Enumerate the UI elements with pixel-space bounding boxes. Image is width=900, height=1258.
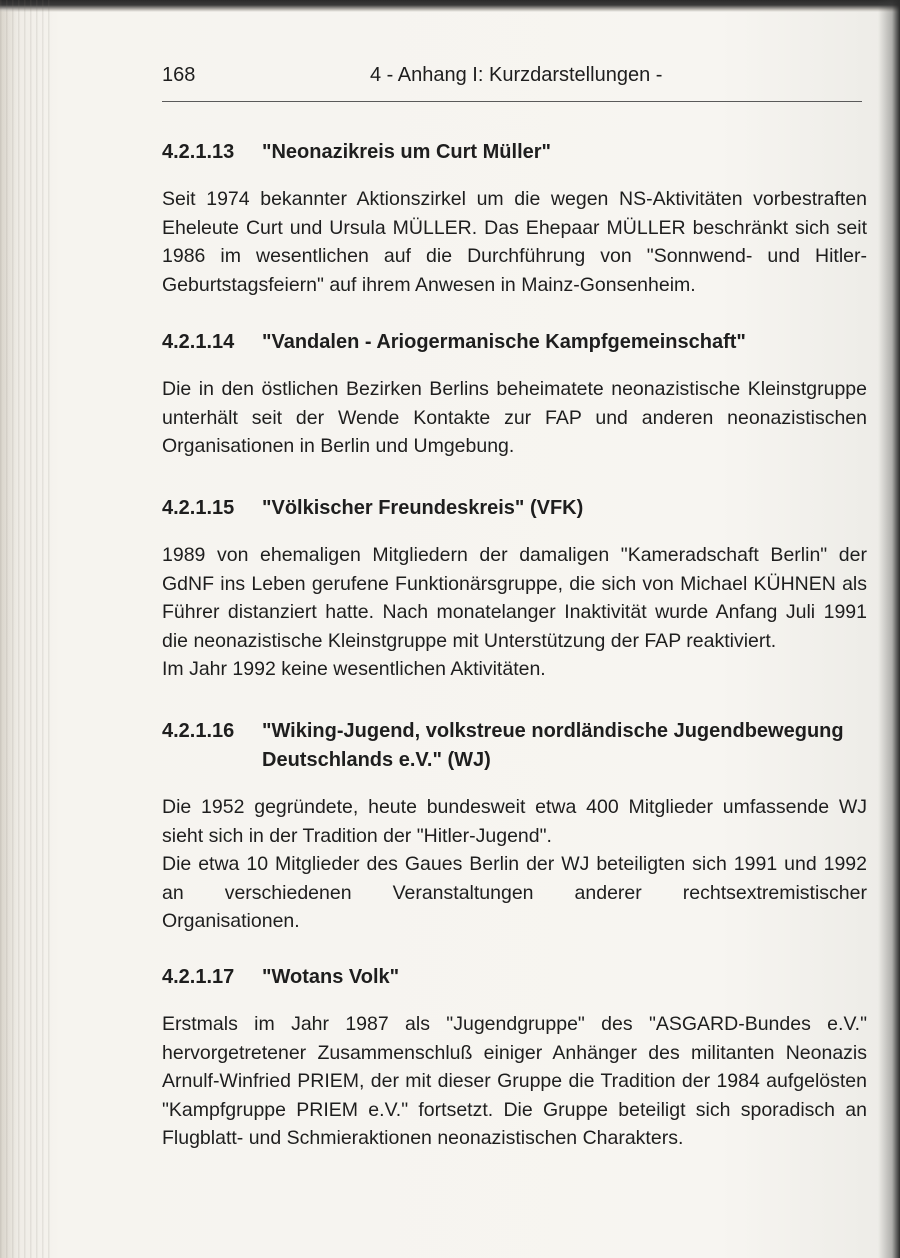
page-right-shadow [878, 0, 900, 1258]
section-paragraph: Seit 1974 bekannter Aktionszirkel um die wegen NS-Aktivitäten vorbestraften Eheleute Curt und Ursula MÜLLER. Das Ehepaar MÜLLER beschränkt sich seit 1986 im wesentlichen auf die Durchführung von "Sonnwend- und Hitler-Geburtstagsfeiern" auf ihrem Anwesen in Mainz-Gonsenheim. [162, 188, 867, 296]
section-heading [162, 494, 867, 523]
section-paragraph: Erstmals im Jahr 1987 als "Jugendgruppe" des "ASGARD-Bundes e.V." hervorgetretener Zusammenschluß einiger Anhänger des militanten Neonazis Arnulf-Winfried PRIEM, der mit dieser Gruppe die Tradition der 1984 aufgelösten "Kampfgruppe PRIEM e.V." fortsetzt. Die Gruppe beteiligt sich sporadisch an Flugblatt- und Schmieraktionen neonazistischen Charakters. [162, 1013, 867, 1149]
section-paragraph: Die in den östlichen Bezirken Berlins beheimatete neonazistische Kleinstgruppe unterhält seit der Wende Kontakte zur FAP und anderen neonazistischen Organisationen in Berlin und Umgebung. [162, 378, 867, 457]
section-heading [162, 963, 867, 992]
page-top-shadow [0, 0, 900, 12]
section-heading [162, 717, 867, 775]
section-paragraph: Im Jahr 1992 keine wesentlichen Aktivitäten. [162, 658, 546, 680]
running-title: 4 - Anhang I: Kurzdarstellungen - [370, 64, 663, 86]
section-number: 4.2.1.17 [162, 966, 235, 988]
section-title: "Vandalen - Ariogermanische Kampfgemeinschaft" [262, 331, 746, 353]
section-paragraph: 1989 von ehemaligen Mitgliedern der damaligen "Kameradschaft Berlin" der GdNF ins Leben gerufene Funktionärsgruppe, die sich von Michael KÜHNEN als Führer distanziert hatte. Nach monatelanger Inaktivität wurde Anfang Juli 1991 die neonazistische Kleinstgruppe mit Unterstützung der FAP reaktiviert. [162, 544, 867, 652]
section-number: 4.2.1.16 [162, 720, 235, 742]
section-4-2-1-15 [162, 494, 867, 684]
section-4-2-1-16 [162, 717, 867, 936]
page-number: 168 [162, 64, 196, 86]
header-rule [162, 101, 862, 102]
section-title: "Wiking-Jugend, volkstreue nordländische Jugendbewegung Deutschlands e.V." (WJ) [262, 720, 844, 771]
section-number: 4.2.1.13 [162, 141, 235, 163]
section-paragraph: Die 1952 gegründete, heute bundesweit etwa 400 Mitglieder umfassende WJ sieht sich in der Tradition der "Hitler-Jugend". [162, 796, 867, 847]
section-heading [162, 138, 867, 167]
page-header [162, 60, 862, 90]
section-number: 4.2.1.14 [162, 331, 235, 353]
section-title: "Wotans Volk" [262, 966, 400, 988]
section-4-2-1-14 [162, 328, 867, 461]
section-title: "Völkischer Freundeskreis" (VFK) [262, 497, 584, 519]
section-paragraph: Die etwa 10 Mitglieder des Gaues Berlin der WJ beteiligten sich 1991 und 1992 an verschiedenen Veranstaltungen anderer rechtsextremistischer Organisationen. [162, 853, 867, 932]
section-4-2-1-17 [162, 963, 867, 1153]
section-4-2-1-13 [162, 138, 867, 299]
section-heading [162, 328, 867, 357]
section-title: "Neonazikreis um Curt Müller" [262, 141, 552, 163]
section-number: 4.2.1.15 [162, 497, 235, 519]
page-binding-edge [0, 0, 52, 1258]
